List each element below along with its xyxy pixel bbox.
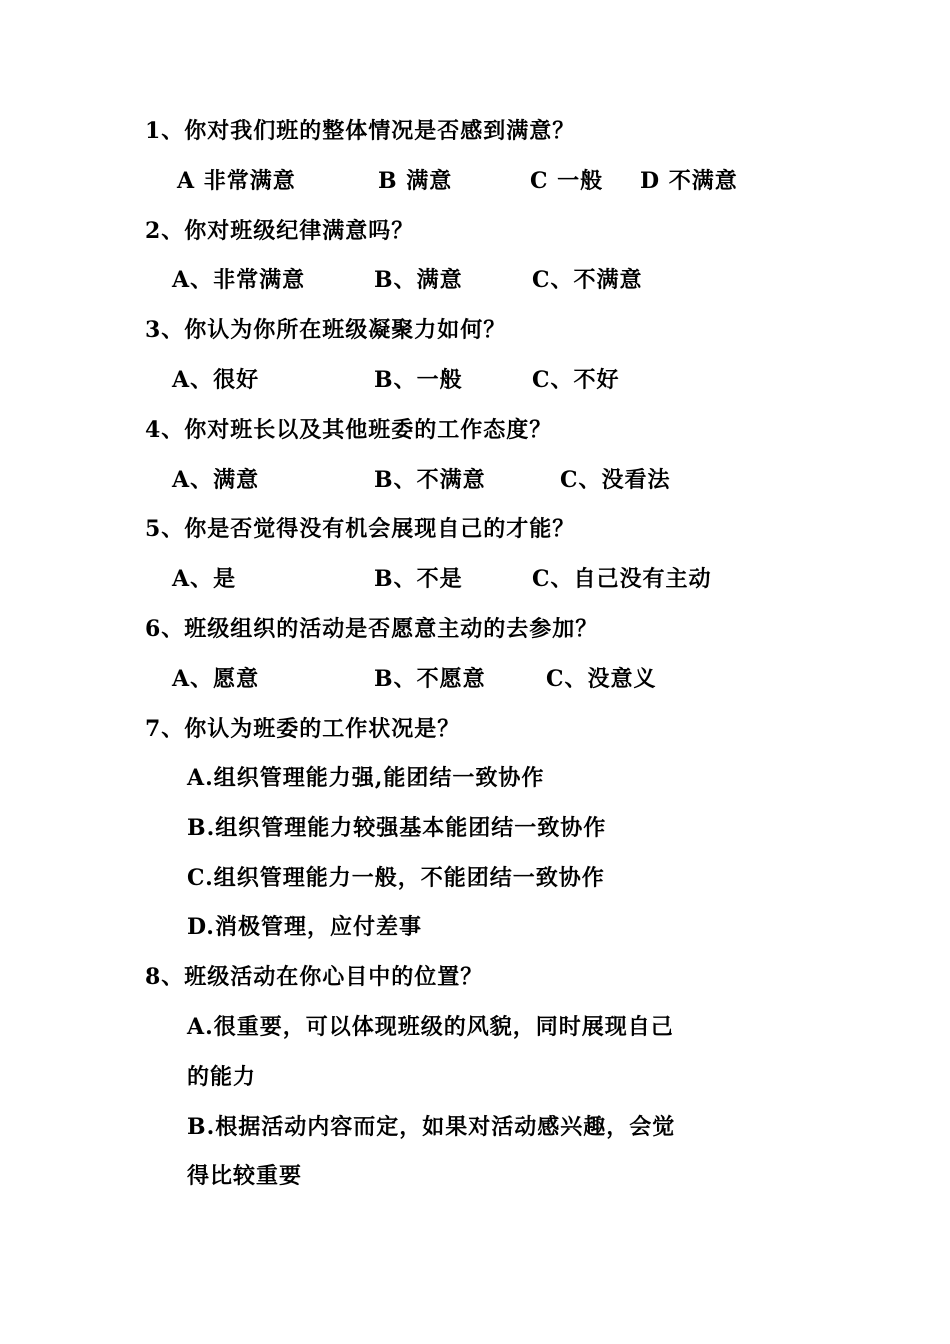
q7-option-c: C.组织管理能力一般，不能团结一致协作 [187,865,605,891]
q2-option-c: C、不满意 [532,267,643,293]
q8-option-a-line-1: A.很重要，可以体现班级的风貌，同时展现自己 [187,1014,674,1040]
q7-option-b: B.组织管理能力较强基本能团结一致协作 [187,815,607,841]
q1-option-d: D 不满意 [640,168,738,194]
q4-option-c: C、没看法 [560,467,671,493]
q5-option-c: C、自己没有主动 [532,566,712,592]
q6-option-a: A、愿意 [172,666,260,692]
q1-option-a: A 非常满意 [177,168,296,194]
q6-option-c: C、没意义 [546,666,657,692]
q1-option-b: B 满意 [378,168,453,194]
q4-option-a: A、满意 [172,467,260,493]
q3-option-c: C、不好 [532,367,620,393]
q3-option-b: B、一般 [374,367,463,393]
q4-option-b: B、不满意 [374,467,486,493]
q2-option-b: B、满意 [374,267,463,293]
q8-option-b-line-1: B.根据活动内容而定，如果对活动感兴趣，会觉 [187,1114,676,1140]
q6-option-b: B、不愿意 [374,666,486,692]
q7-option-a: A.组织管理能力强,能团结一致协作 [187,765,545,791]
question-1: 1、你对我们班的整体情况是否感到满意？ [145,118,576,144]
q3-option-a: A、很好 [172,367,260,393]
q8-option-a-line-2: 的能力 [187,1064,257,1090]
q2-option-a: A、非常满意 [172,267,306,293]
q1-option-c: C 一般 [530,168,604,194]
question-8: 8、班级活动在你心目中的位置？ [145,964,484,990]
q5-option-b: B、不是 [374,566,463,592]
question-6: 6、班级组织的活动是否愿意主动的去参加？ [145,616,599,642]
question-3: 3、你认为你所在班级凝聚力如何？ [145,317,507,343]
q8-option-b-line-2: 得比较重要 [187,1163,303,1189]
question-7: 7、你认为班委的工作状况是？ [145,716,461,742]
question-5: 5、你是否觉得没有机会展现自己的才能？ [145,516,576,542]
q5-option-a: A、是 [172,566,237,592]
q7-option-d: D.消极管理，应付差事 [187,914,422,940]
question-4: 4、你对班长以及其他班委的工作态度？ [145,417,553,443]
question-2: 2、你对班级纪律满意吗？ [145,218,415,244]
